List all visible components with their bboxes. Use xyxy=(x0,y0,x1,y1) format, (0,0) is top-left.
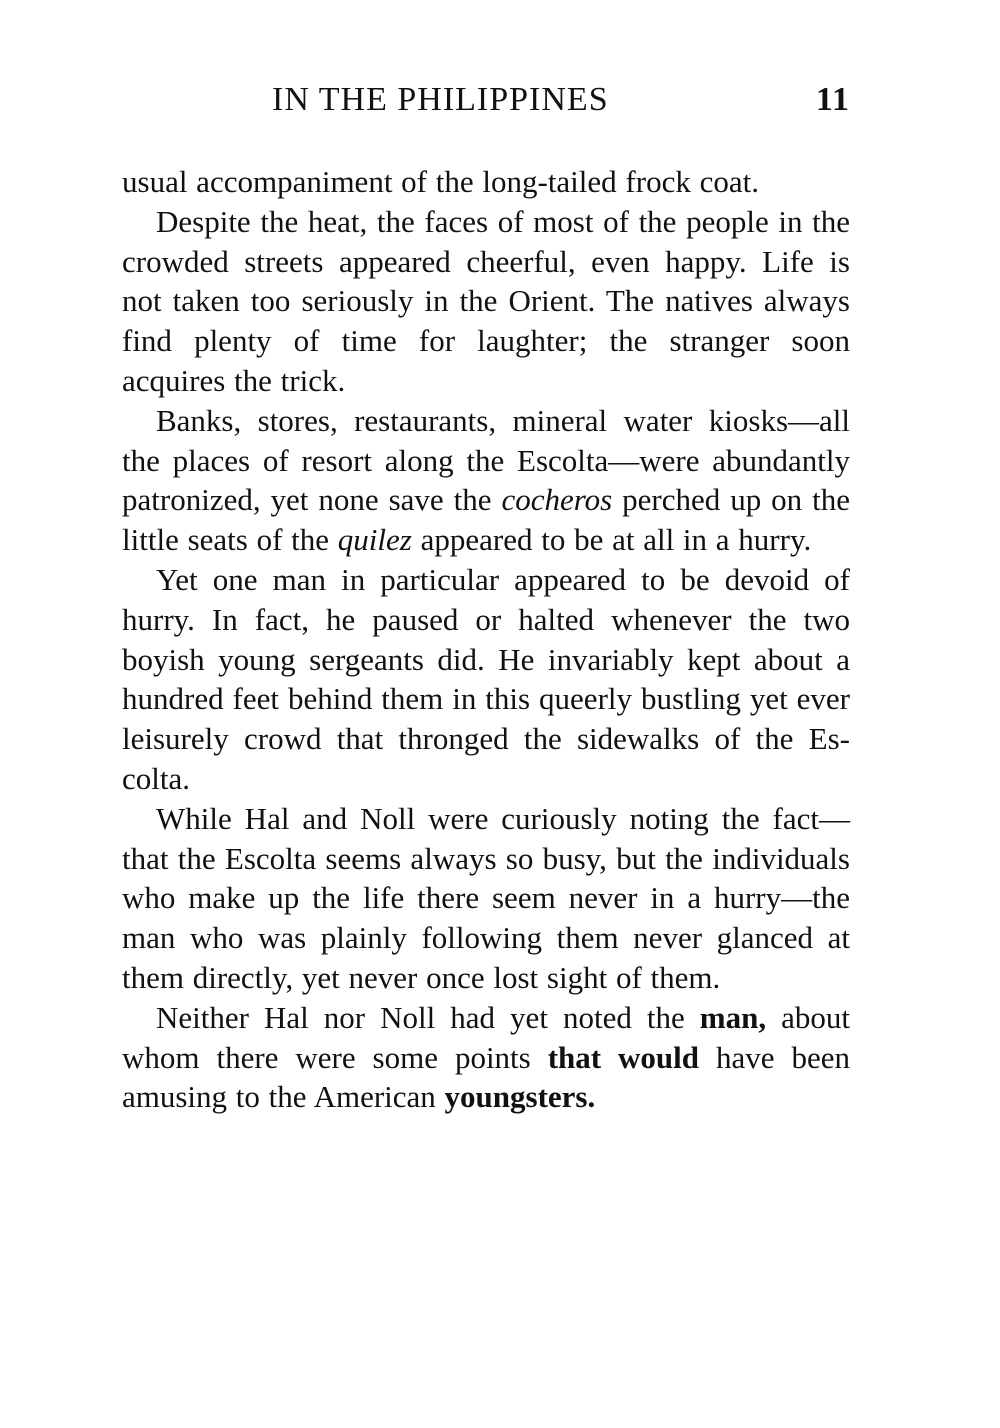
body-text xyxy=(122,162,850,1117)
paragraph-3-text-2: perched up on the little seats of the xyxy=(122,482,850,558)
book-page xyxy=(122,72,850,1117)
paragraph-6-text-3: have been amusing to the American xyxy=(122,1039,850,1115)
paragraph-5: While Hal and Noll were curiously noting the fact—that the Escolta seems always so busy, but the individuals who make up the life there seem never in a hurry—the man who was plainly following them never glanced at them directly, yet never once lost sight of them. xyxy=(122,800,850,995)
page-number: 11 xyxy=(815,81,850,118)
paragraph-3-text-3: appeared to be at all in a hurry. xyxy=(411,522,812,558)
paragraph-6-bold-1: man, xyxy=(699,999,767,1035)
paragraph-6-text-2: about whom there were some points xyxy=(122,999,850,1075)
paragraph-6 xyxy=(122,998,850,1117)
paragraph-6-bold-3: youngsters. xyxy=(444,1079,596,1115)
paragraph-1: usual accompaniment of the long-tailed frock coat. xyxy=(122,164,759,199)
running-title: IN THE PHILIPPINES xyxy=(272,81,609,118)
italic-term-quilez: quilez xyxy=(337,522,412,558)
running-head xyxy=(122,72,850,128)
paragraph-4: Yet one man in particular appeared to be devoid of hurry. In fact, he paused or halted whenever the two boyish young sergeants did. He invariably kept about a hundred feet behind them in this queerly bustling yet ever leisurely crowd that thronged the sidewalks of the Escolta. xyxy=(122,561,850,796)
italic-term-cocheros: cocheros xyxy=(501,482,613,518)
paragraph-3-text-1: Banks, stores, restaurants, mineral water kiosks—all the places of resort along the Escolta—were abundantly patronized, yet none save the xyxy=(122,402,850,518)
paragraph-6-text-1: Neither Hal nor Noll had yet noted the xyxy=(156,999,700,1035)
paragraph-2: Despite the heat, the faces of most of the people in the crowded streets appeared cheerful, even happy. Life is not taken too seriously in the Orient. The natives always find plenty of time for laughter; the stranger soon acquires the trick. xyxy=(122,203,850,398)
paragraph-3 xyxy=(122,401,850,560)
paragraph-6-bold-2: that would xyxy=(547,1039,700,1075)
